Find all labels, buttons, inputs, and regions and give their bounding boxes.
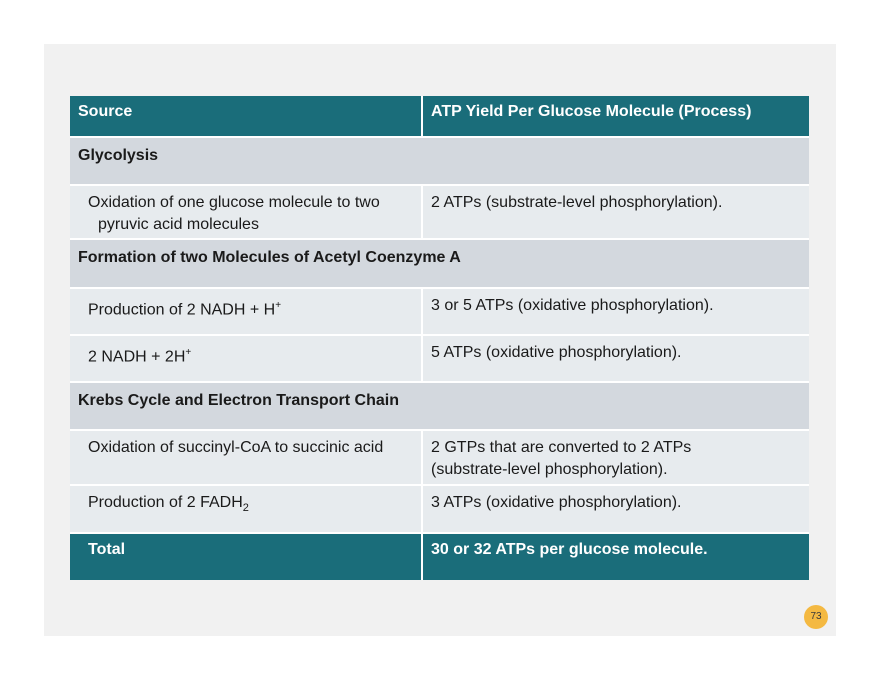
section-row [70,137,809,185]
row-source [70,185,422,239]
row-source-line1: Oxidation of one glucose molecule to two [88,194,380,211]
section-acetyl-coa: Formation of two Molecules of Acetyl Coenzyme A [70,239,809,288]
section-glycolysis: Glycolysis [70,137,809,185]
table-row [70,288,809,335]
row-source: Oxidation of succinyl-CoA to succinic acid [70,430,422,485]
row-yield-line2: (substrate-level phosphorylation). [431,461,668,478]
section-row [70,382,809,430]
row-yield: 3 or 5 ATPs (oxidative phosphorylation). [422,288,809,335]
row-source [70,288,422,335]
superscript-plus: + [185,347,192,358]
table-row [70,335,809,382]
row-yield [422,430,809,485]
total-label: Total [70,533,422,580]
table-row [70,485,809,533]
page-number-badge: 73 [804,605,828,629]
total-row [70,533,809,580]
row-yield: 3 ATPs (oxidative phosphorylation). [422,485,809,533]
section-krebs: Krebs Cycle and Electron Transport Chain [70,382,809,430]
row-source-line2: pyruvic acid molecules [98,216,259,233]
row-source-text: 2 NADH + 2H [88,348,186,366]
row-yield-line1: 2 GTPs that are converted to 2 ATPs [431,439,692,456]
row-yield: 5 ATPs (oxidative phosphorylation). [422,335,809,382]
row-source [70,335,422,382]
row-source-text: Production of 2 FADH [88,494,243,511]
atp-yield-table [70,96,809,580]
total-value: 30 or 32 ATPs per glucose molecule. [422,533,809,580]
row-source [70,485,422,533]
table-header-row [70,96,809,137]
header-yield: ATP Yield Per Glucose Molecule (Process) [422,96,809,137]
table-row [70,430,809,485]
table-row [70,185,809,239]
subscript-two: 2 [242,502,249,515]
superscript-plus: + [275,300,282,311]
section-row [70,239,809,288]
header-source: Source [70,96,422,137]
row-yield: 2 ATPs (substrate-level phosphorylation). [422,185,809,239]
row-source-text: Production of 2 NADH + H [88,301,276,319]
